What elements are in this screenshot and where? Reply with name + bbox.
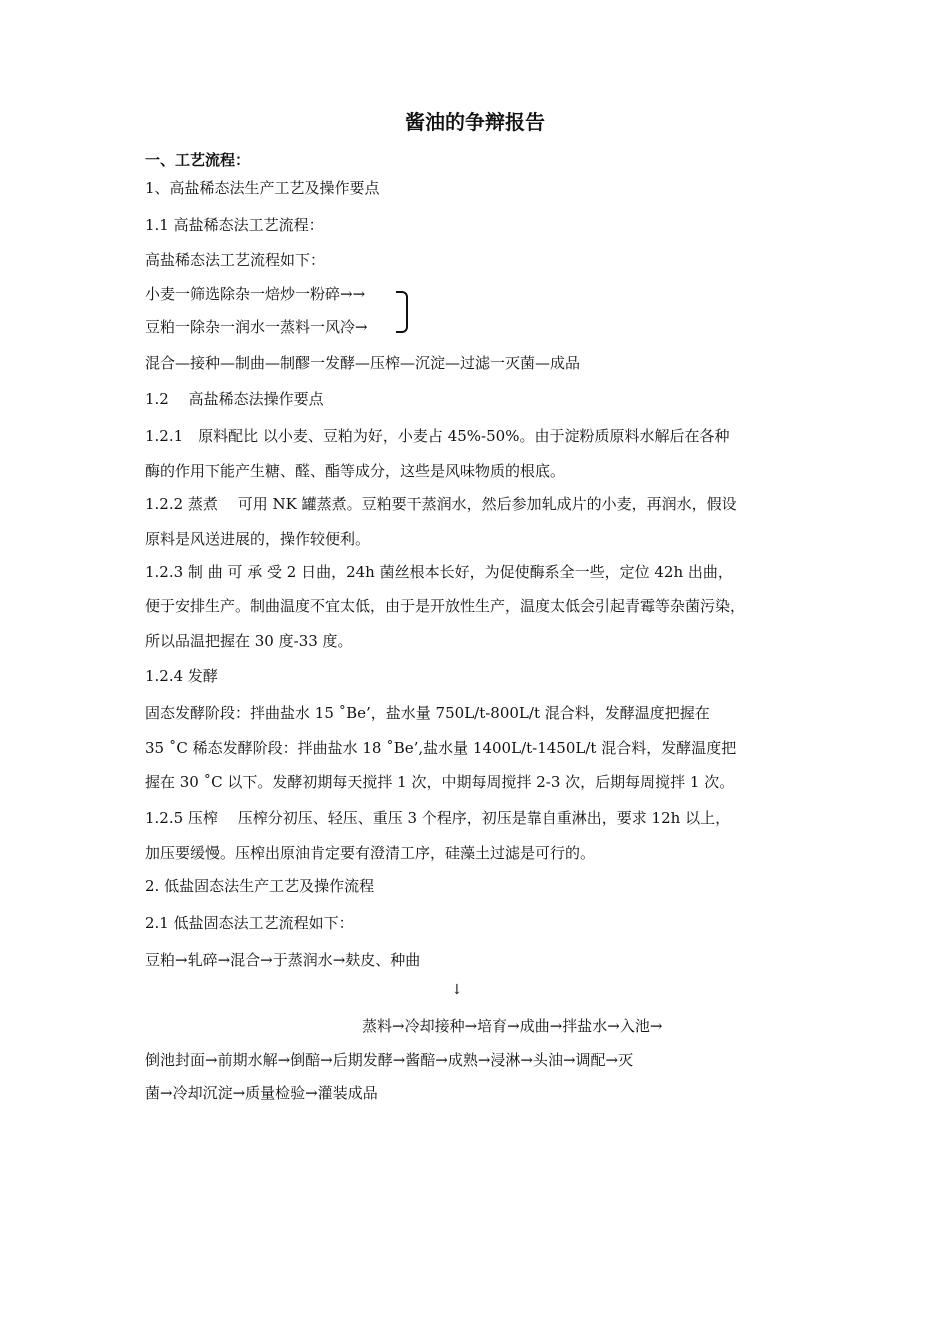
heading-1-2-4: 1.2.4 发酵 bbox=[145, 667, 218, 685]
heading-1-1: 1.1 高盐稀态法工艺流程： bbox=[145, 216, 324, 234]
flow-mixing-line: 混合—接种—制曲—制醪一发酵—压榨—沉淀—过滤一灭菌—成品 bbox=[145, 354, 581, 372]
paragraph-line: 所以品温把握在 30 度-33 度。 bbox=[145, 632, 353, 650]
paragraph-line: 35 ˚C 稀态发酵阶段：拌曲盐水 18 ˚Be’,盐水量 1400L/t-1450L/t 混合料，发酵温度把 bbox=[145, 739, 737, 757]
heading-process-flow: 一、工艺流程： bbox=[145, 151, 251, 169]
paragraph-line: 1.2.2 蒸煮 可用 NK 罐蒸煮。豆粕要干蒸润水，然后参加轧成片的小麦，再润水，假设 bbox=[145, 495, 737, 513]
paragraph-line: 1.2.3 制 曲 可 承 受 2 日曲，24h 菌丝根本长好，为促使酶系全一些，定位 42h 出曲， bbox=[145, 563, 733, 581]
flow-line: 豆粕→轧碎→混合→于蒸润水→麸皮、种曲 bbox=[145, 951, 421, 969]
paragraph-line: 固态发酵阶段：拌曲盐水 15 ˚Be’，盐水量 750L/t-800L/t 混合料，发酵温度把握在 bbox=[145, 704, 710, 722]
flow-line: 菌→冷却沉淀→质量检验→灌装成品 bbox=[145, 1084, 378, 1102]
paragraph-line: 便于安排生产。制曲温度不宜太低，由于是开放性生产，温度太低会引起青霉等杂菌污染， bbox=[145, 597, 746, 615]
paragraph-line: 握在 30 ˚C 以下。发酵初期每天搅拌 1 次，中期每周搅拌 2-3 次，后期每周搅拌 1 次。 bbox=[145, 773, 735, 791]
paragraph-line: 1.2.5 压榨 压榨分初压、轻压、重压 3 个程序，初压是靠自重淋出，要求 12h 以上， bbox=[145, 809, 731, 827]
paragraph-line: 1.2.1 原料配比 以小麦、豆粕为好，小麦占 45%-50%。由于淀粉质原料水解后在各种 bbox=[145, 427, 730, 445]
paragraph-line: 加压要缓慢。压榨出原油肯定要有澄清工序，硅藻土过滤是可行的。 bbox=[145, 844, 596, 862]
down-arrow-icon: ↓ bbox=[451, 982, 463, 998]
heading-high-salt-method: 1、高盐稀态法生产工艺及操作要点 bbox=[145, 179, 380, 197]
paragraph-line: 原料是风送进展的，操作较便利。 bbox=[145, 530, 371, 548]
heading-2-1: 2.1 低盐固态法工艺流程如下： bbox=[145, 914, 354, 932]
flow-soymeal-line: 豆粕一除杂一润水一蒸料一风冷→ bbox=[145, 318, 368, 336]
heading-low-salt-method: 2. 低盐固态法生产工艺及操作流程 bbox=[145, 877, 375, 895]
flow-line: 蒸料→冷却接种→培育→成曲→拌盐水→入池→ bbox=[362, 1017, 663, 1035]
heading-1-2: 1.2 高盐稀态法操作要点 bbox=[145, 390, 324, 408]
flow-line: 倒池封面→前期水解→倒醅→后期发酵→酱醅→成熟→浸淋→头油→调配→灭 bbox=[145, 1051, 634, 1069]
merge-bracket bbox=[396, 291, 408, 333]
paragraph-line: 酶的作用下能产生糖、醛、酯等成分，这些是风味物质的根底。 bbox=[145, 462, 566, 480]
document-title: 酱油的争辩报告 bbox=[405, 110, 545, 134]
flow-wheat-line: 小麦一筛选除杂一焙炒一粉碎→→ bbox=[145, 285, 366, 303]
paragraph-line: 高盐稀态法工艺流程如下： bbox=[145, 251, 326, 269]
